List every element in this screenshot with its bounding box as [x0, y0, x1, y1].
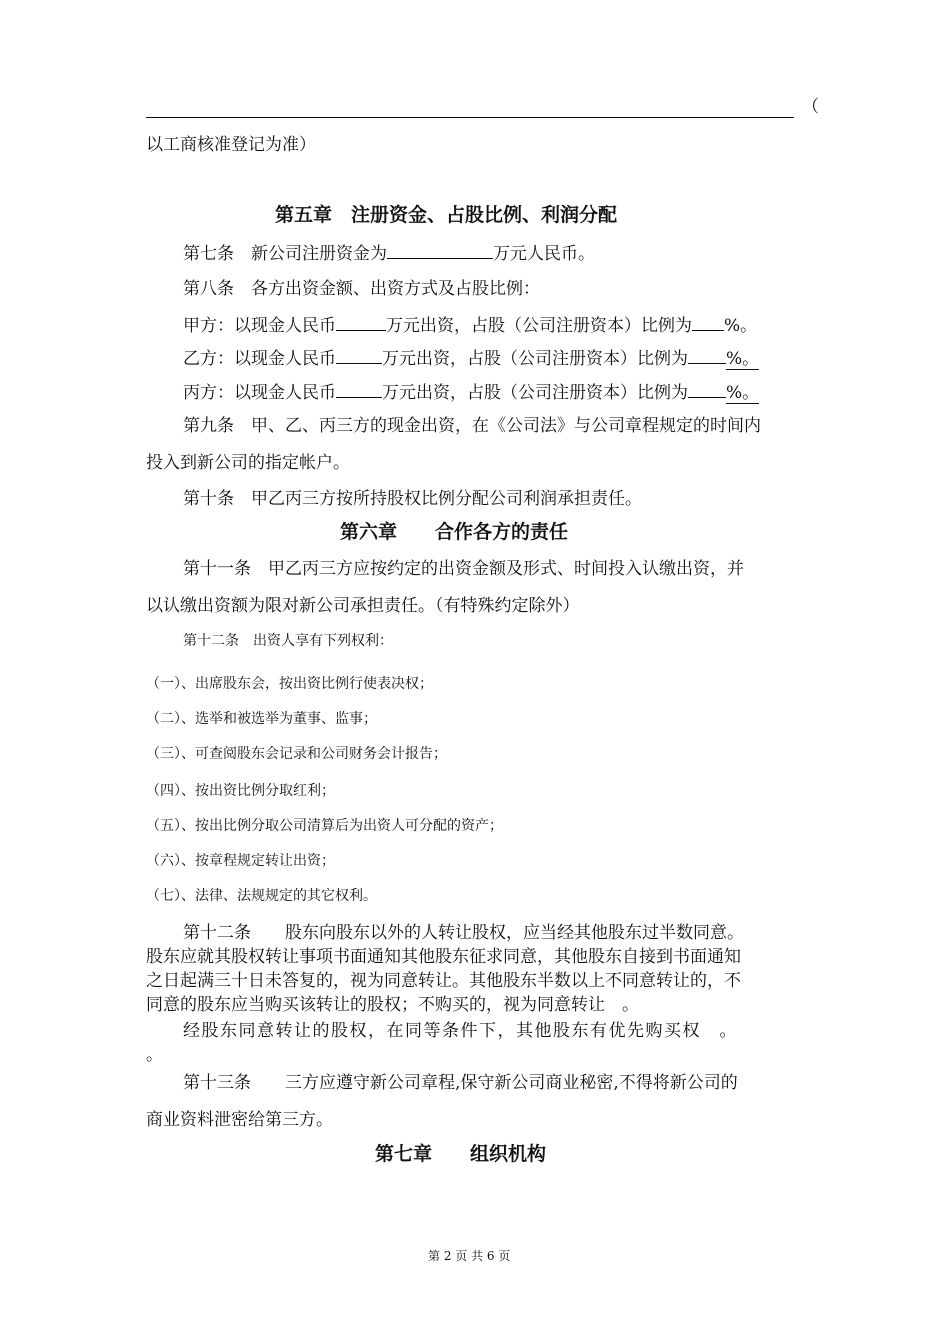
blank-yi-ratio: [688, 347, 726, 364]
chapter-6-title: 第六章 合作各方的责任: [340, 521, 569, 543]
party-yi-text: 乙方：以现金人民币: [183, 349, 336, 369]
party-jia-line: [183, 314, 757, 337]
article-7-text: 第七条 新公司注册资金为: [183, 244, 387, 264]
fill-in-line: [146, 117, 794, 118]
blank-jia-ratio: [692, 314, 724, 331]
preemptive-right-line-2: 。: [146, 1045, 163, 1065]
party-yi-ratio-text: 万元出资，占股（公司注册资本）比例为: [382, 349, 688, 369]
party-jia-ratio-text: 万元出资，占股（公司注册资本）比例为: [386, 316, 692, 336]
right-item: （六）、按章程规定转让出资；: [146, 853, 335, 869]
article-12: 第十二条 出资人享有下列权利：: [183, 633, 393, 649]
paren-open: （: [802, 97, 819, 117]
blank-yi-amount: [336, 347, 382, 364]
right-item: （五）、按出比例分取公司清算后为出资人可分配的资产；: [146, 818, 503, 834]
party-bing-ratio-text: 万元出资，占股（公司注册资本）比例为: [382, 383, 688, 403]
party-yi-percent: %。: [726, 349, 760, 369]
party-bing-text: 丙方：以现金人民币: [183, 383, 336, 403]
chapter-7-title: 第七章 组织机构: [375, 1143, 547, 1165]
blank-capital: [387, 242, 493, 259]
blank-bing-amount: [336, 381, 382, 398]
article-7-unit: 万元人民币。: [493, 244, 595, 264]
article-12b-line-1: 第十二条 股东向股东以外的人转让股权，应当经其他股东过半数同意。: [183, 923, 744, 943]
party-bing-percent: %。: [726, 383, 760, 403]
article-12b-line-4: 同意的股东应当购买该转让的股权；不购买的，视为同意转让 。: [146, 995, 639, 1015]
page-number-footer: 第 2 页 共 6 页: [428, 1249, 511, 1263]
article-7: [183, 242, 595, 265]
blank-jia-amount: [336, 314, 386, 331]
party-jia-percent: %。: [724, 316, 758, 336]
article-11-line-2: 以认缴出资额为限对新公司承担责任。（有特殊约定除外）: [146, 596, 580, 616]
article-9-line-2: 投入到新公司的指定帐户。: [146, 453, 350, 473]
article-8: 第八条 各方出资金额、出资方式及占股比例：: [183, 279, 540, 299]
party-bing-line: [183, 381, 759, 404]
right-item: （三）、可查阅股东会记录和公司财务会计报告；: [146, 746, 447, 762]
party-yi-line: [183, 347, 759, 370]
article-11-line-1: 第十一条 甲乙丙三方应按约定的出资金额及形式、时间投入认缴出资，并: [183, 559, 744, 579]
article-9-line-1: 第九条 甲、乙、丙三方的现金出资，在《公司法》与公司章程规定的时间内: [183, 416, 761, 436]
article-12b-line-2: 股东应就其股权转让事项书面通知其他股东征求同意，其他股东自接到书面通知: [146, 947, 741, 967]
article-10: 第十条 甲乙丙三方按所持股权比例分配公司利润承担责任。: [183, 489, 642, 509]
article-12b-line-3: 之日起满三十日未答复的，视为同意转让。其他股东半数以上不同意转让的，不: [146, 971, 741, 991]
right-item: （四）、按出资比例分取红利；: [146, 783, 335, 799]
preemptive-right-line-1: 经股东同意转让的股权，在同等条件下，其他股东有优先购买权 。: [183, 1021, 738, 1041]
right-item: （二）、选举和被选举为董事、监事；: [146, 711, 377, 727]
registration-note: 以工商核准登记为准）: [146, 135, 316, 155]
article-13-line-1: 第十三条 三方应遵守新公司章程,保守新公司商业秘密,不得将新公司的: [183, 1073, 738, 1093]
party-jia-text: 甲方：以现金人民币: [183, 316, 336, 336]
blank-bing-ratio: [688, 381, 726, 398]
chapter-5-title: 第五章 注册资金、占股比例、利润分配: [275, 204, 618, 226]
article-13-line-2: 商业资料泄密给第三方。: [146, 1110, 333, 1130]
right-item: （一）、出席股东会，按出资比例行使表决权；: [146, 676, 433, 692]
right-item: （七）、法律、法规规定的其它权利。: [146, 888, 377, 904]
